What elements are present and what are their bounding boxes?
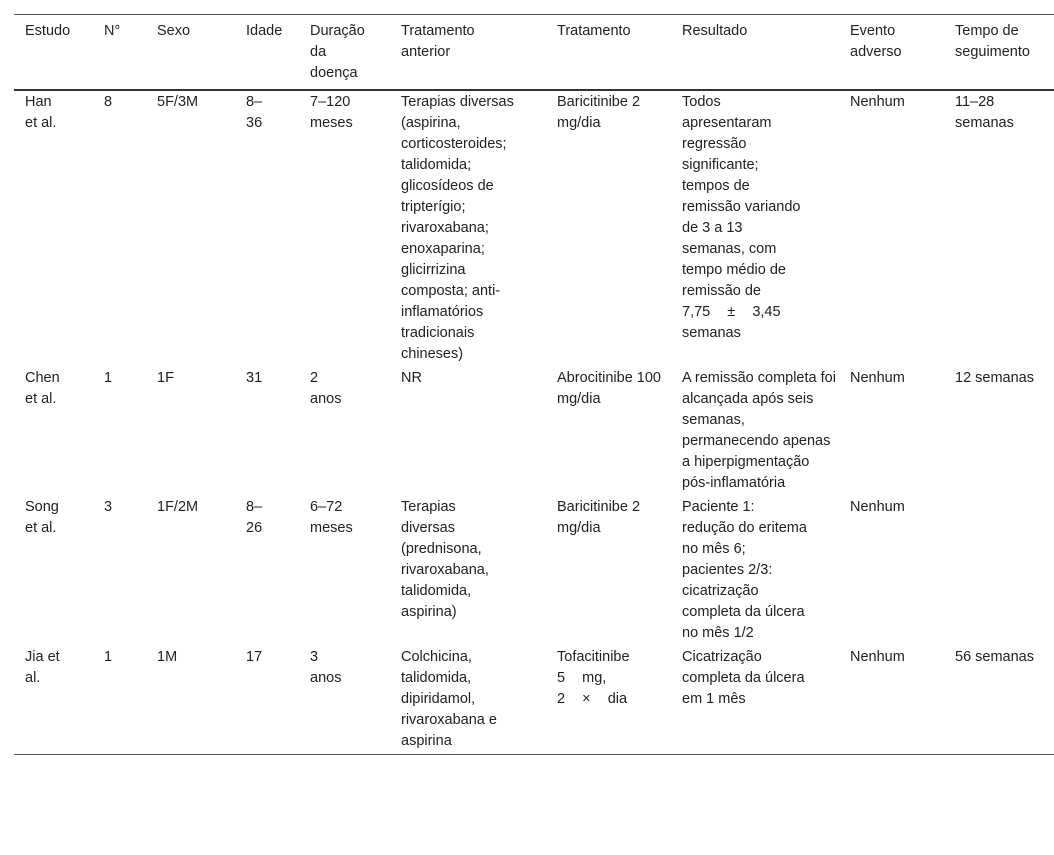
cell-resultado-value: 7,75 ± 3,45 <box>682 304 781 320</box>
cell-tratamento-anterior: Terapias diversas (prednisona, rivaroxabana, talidomida, aspirina) <box>401 499 489 620</box>
data-table-container <box>14 14 1054 755</box>
cell-idade: 8–26 <box>246 499 263 536</box>
cell-resultado: Cicatrização completa da úlcera em 1 mês <box>682 649 805 707</box>
cell-duracao: 3 anos <box>310 649 342 686</box>
cell-resultado: Paciente 1: redução do eritema no mês 6; pacientes 2/3: cicatrização completa da úlcera no mês 1/2 <box>682 499 807 641</box>
table-row <box>14 496 1054 646</box>
cell-tempo-seguimento: 12 semanas <box>955 370 1034 386</box>
cell-tempo-seguimento: 56 semanas <box>955 649 1034 665</box>
cell-tratamento: Baricitinibe 2 mg/dia <box>557 499 641 536</box>
cell-resultado: A remissão completa foi alcançada após seis semanas, permanecendo apenas a hiperpigmentação pós-inflamatória <box>682 370 836 491</box>
cell-n: 8 <box>104 94 113 110</box>
cell-tratamento: Abrocitinibe 100 mg/dia <box>557 370 661 407</box>
header-tratamento-anterior: Tratamento anterior <box>401 23 475 60</box>
cell-n: 3 <box>104 499 113 515</box>
cell-idade: 31 <box>246 370 263 386</box>
cell-evento-adverso: Nenhum <box>850 370 905 386</box>
cell-resultado-unit: semanas <box>682 325 741 341</box>
cell-n: 1 <box>104 649 113 665</box>
table-header-row <box>14 15 1054 91</box>
header-duracao: Duração da doença <box>310 23 365 81</box>
header-evento-adverso: Evento adverso <box>850 23 902 60</box>
cell-estudo: Han et al. <box>25 94 57 131</box>
table-row <box>14 367 1054 496</box>
cell-duracao: 7–120 meses <box>310 94 353 131</box>
cell-estudo: Song et al. <box>25 499 59 536</box>
cell-tratamento-anterior: NR <box>401 370 422 386</box>
cell-sexo: 1M <box>157 649 178 665</box>
table-row <box>14 646 1054 755</box>
cell-tratamento: Baricitinibe 2 mg/dia <box>557 94 641 131</box>
cell-tempo-seguimento <box>944 496 1054 646</box>
cell-evento-adverso: Nenhum <box>850 499 905 515</box>
cell-sexo: 1F <box>157 370 174 386</box>
cell-duracao: 2 anos <box>310 370 342 407</box>
cell-idade: 8–36 <box>246 94 263 131</box>
cell-evento-adverso: Nenhum <box>850 94 905 110</box>
cell-n: 1 <box>104 370 113 386</box>
cell-resultado <box>671 90 839 367</box>
cell-tratamento-frequency: 2 × dia <box>557 691 628 707</box>
header-tempo-seguimento: Tempo de seguimento <box>955 23 1030 60</box>
header-sexo: Sexo <box>157 23 191 39</box>
cell-tratamento-anterior: Colchicina, talidomida, dipiridamol, rivaroxabana e aspirina <box>401 649 497 749</box>
cell-sexo: 1F/2M <box>157 499 199 515</box>
cell-tratamento-anterior: Terapias diversas (aspirina, corticosteroides; talidomida; glicosídeos de tripterígio; rivaroxabana; enoxaparina; glicirrizina composta; anti-inflamatórios tradicionais chineses) <box>401 94 514 362</box>
cell-duracao: 6–72 meses <box>310 499 353 536</box>
cell-sexo: 5F/3M <box>157 94 199 110</box>
cell-estudo: Chen et al. <box>25 370 60 407</box>
header-idade: Idade <box>246 23 283 39</box>
header-tratamento: Tratamento <box>557 23 631 39</box>
header-n: N° <box>104 23 121 39</box>
cell-tratamento <box>546 646 671 755</box>
cell-resultado-text: Todos apresentaram regressão significante; tempos de remissão variando de 3 a 13 semanas, com tempo médio de remissão de <box>682 94 801 299</box>
cell-idade: 17 <box>246 649 263 665</box>
data-table <box>14 14 1054 755</box>
cell-estudo: Jia et al. <box>25 649 60 686</box>
table-row <box>14 90 1054 367</box>
header-resultado: Resultado <box>682 23 748 39</box>
cell-tratamento-name: Tofacitinibe <box>557 649 630 665</box>
header-estudo: Estudo <box>25 23 71 39</box>
cell-tratamento-dose: 5 mg, <box>557 670 607 686</box>
cell-evento-adverso: Nenhum <box>850 649 905 665</box>
cell-tempo-seguimento: 11–28 semanas <box>955 94 1014 131</box>
